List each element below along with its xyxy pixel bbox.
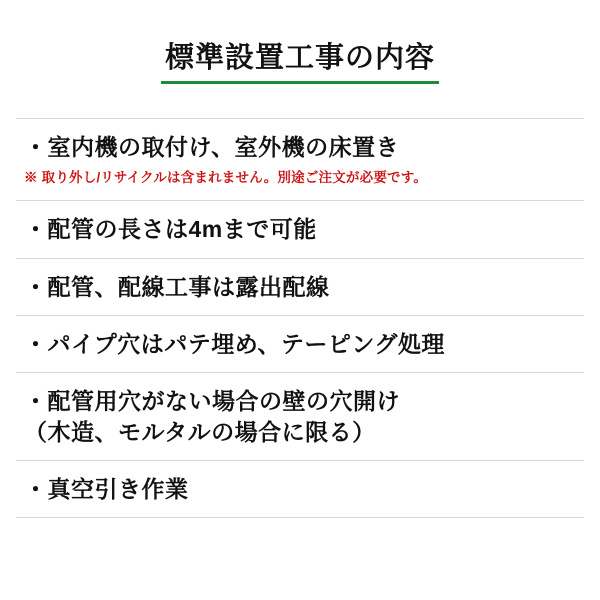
list-item-label-line2: （木造、モルタルの場合に限る） — [24, 418, 376, 445]
list-item — [16, 118, 584, 201]
list-item — [16, 315, 584, 372]
list-item-label: 室内機の取付け、室外機の床置き — [47, 133, 400, 160]
list-bullet: ・ — [24, 216, 48, 243]
list-item-label: 配管、配線工事は露出配線 — [47, 273, 330, 300]
list-bullet: ・ — [24, 476, 48, 503]
list-item-note: ※ 取り外し/リサイクルは含まれません。別途ご注文が必要です。 — [24, 170, 428, 185]
list-bullet: ・ — [24, 273, 48, 300]
list-bullet: ・ — [24, 133, 48, 160]
list-item-text — [24, 329, 578, 359]
list-bullet: ・ — [24, 330, 48, 357]
page-title-wrap — [16, 16, 584, 118]
list-item-label: 配管用穴がない場合の壁の穴開け — [47, 388, 400, 415]
list-item-label: 真空引き作業 — [47, 476, 189, 503]
list-item — [16, 200, 584, 257]
installation-items-list — [16, 118, 584, 519]
list-item-text — [24, 132, 578, 162]
list-item — [16, 460, 584, 518]
list-item-label: パイプ穴はパテ埋め、テーピング処理 — [47, 330, 445, 357]
list-item-text — [24, 214, 578, 244]
page-title: 標準設置工事の内容 — [161, 41, 439, 84]
list-item-text — [24, 474, 578, 504]
list-item-text — [24, 386, 578, 447]
list-bullet: ・ — [24, 388, 48, 415]
list-item-text — [24, 272, 578, 302]
list-item — [16, 372, 584, 460]
list-item-label: 配管の長さは4mまで可能 — [47, 216, 317, 243]
list-item — [16, 258, 584, 315]
